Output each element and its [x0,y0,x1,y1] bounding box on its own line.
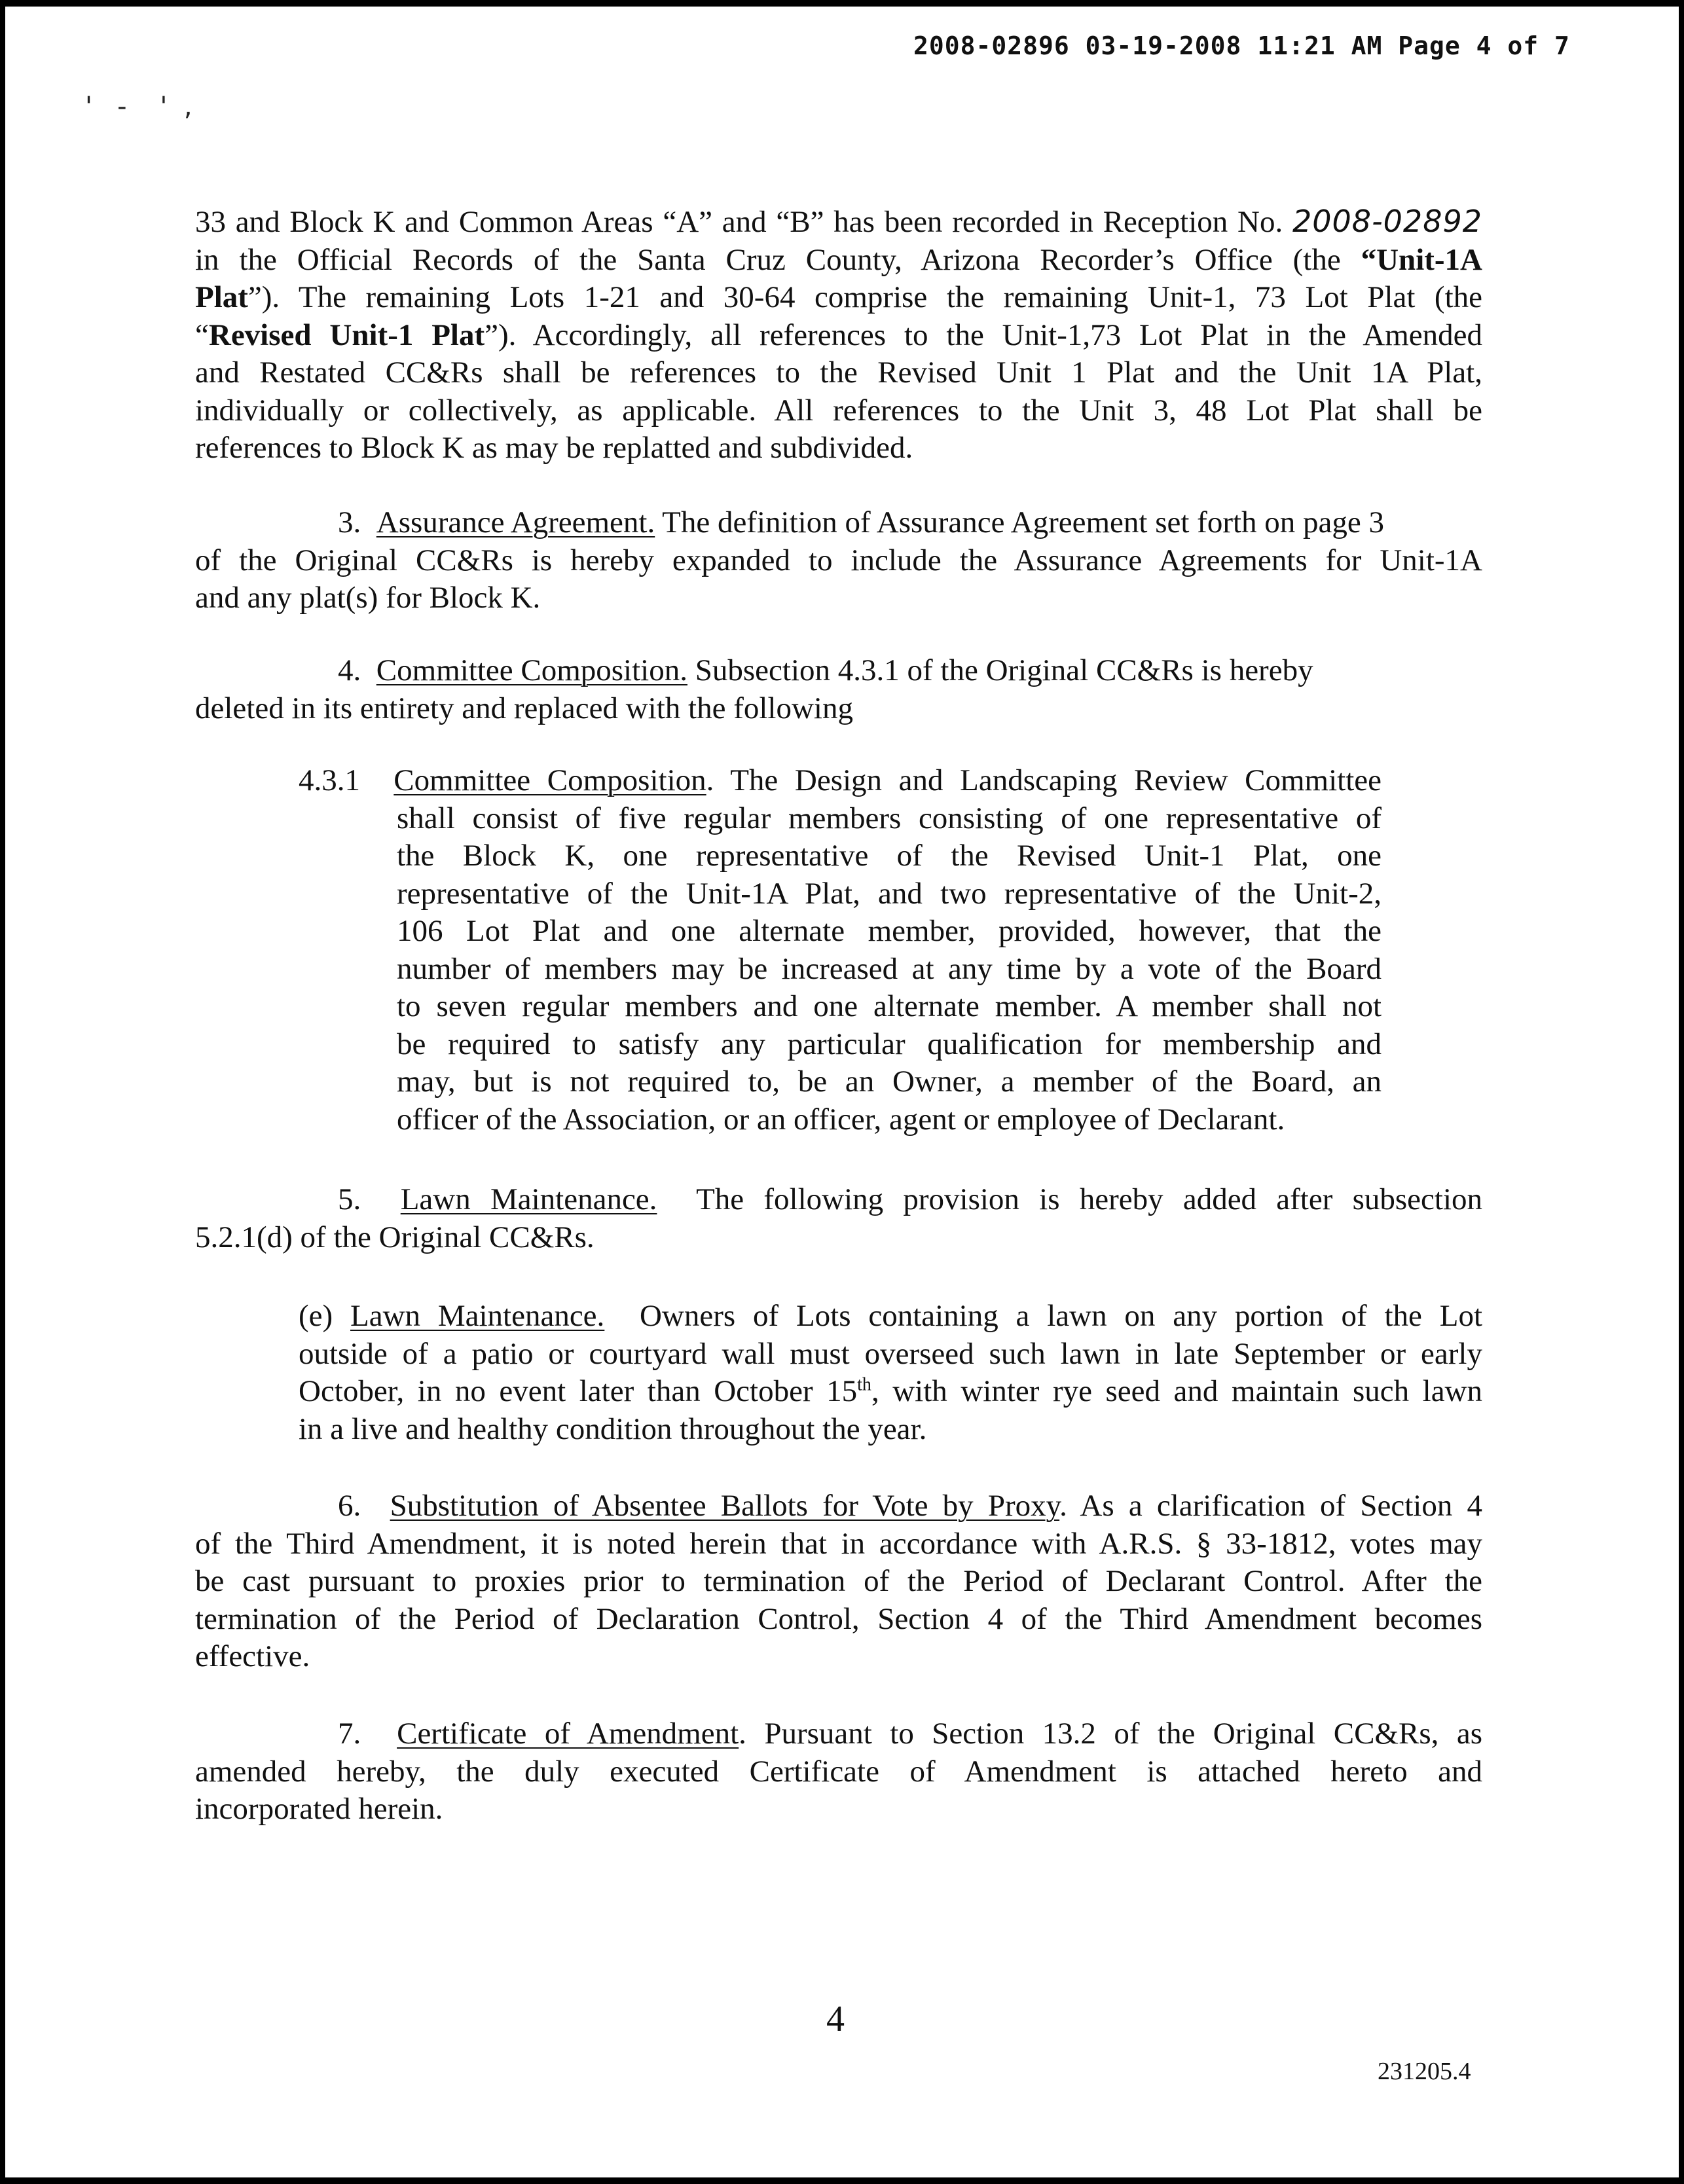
section-heading: Assurance Agreement. [376,505,655,539]
subsection-heading: Lawn Maintenance. [350,1299,605,1333]
text-line: 6. Substitution of Absentee Ballots for Vote by Proxy. As a clarification of Section 4 [338,1489,1483,1523]
subsection-e-lawn-maintenance [299,1298,1482,1448]
section-6-absentee-ballots [195,1487,1482,1676]
text-line: outside of a patio or courtyard wall must overseed such lawn in late September or early [299,1336,1482,1371]
text-line: Plat”). The remaining Lots 1-21 and 30-64 comprise the remaining Unit-1, 73 Lot Plat (the [195,280,1482,314]
text-line: the Block K, one representative of the Revised Unit-1 Plat, one [397,839,1382,873]
handwritten-reception-number: 2008-02892 [1292,204,1482,239]
text-line: and Restated CC&Rs shall be references to the Revised Unit 1 Plat and the Unit 1A Plat, [195,355,1482,390]
text-line: effective. [195,1639,310,1673]
text-line: be required to satisfy any particular qualification for membership and [397,1027,1382,1061]
subsection-4-3-1-body [397,800,1382,1139]
text-line: 3. Assurance Agreement. The definition of Assurance Agreement set forth on page 3 [338,505,1384,539]
text-line: 4.3.1 Committee Composition. The Design and Landscaping Review Committee [299,763,1382,797]
text-line: 5. Lawn Maintenance. The following provision is hereby added after subsection [338,1182,1483,1216]
section-5-lawn-maintenance [195,1181,1482,1256]
text-line: deleted in its entirety and replaced with the following [195,691,853,725]
section-heading: Lawn Maintenance. [400,1182,657,1216]
text-line: of the Original CC&Rs is hereby expanded to include the Assurance Agreements for Unit-1A [195,543,1482,577]
section-4-committee-composition [195,652,1482,727]
text-line: be cast pursuant to proxies prior to termination of the Period of Declarant Control. After the [195,1564,1482,1598]
section-2-continuation [195,203,1482,467]
text-line: “Revised Unit-1 Plat”). Accordingly, all references to the Unit-1,73 Lot Plat in the Amended [195,318,1483,352]
text-line: shall consist of five regular members consisting of one representative of [397,801,1382,835]
subsection-4-3-1 [299,762,1382,800]
section-heading: Committee Composition. [376,653,687,687]
text-line: number of members may be increased at any time by a vote of the Board [397,951,1382,986]
document-id: 231205.4 [1378,2058,1471,2085]
text-line: (e) Lawn Maintenance. Owners of Lots containing a lawn on any portion of the Lot [299,1299,1483,1333]
section-7-certificate-of-amendment [195,1715,1482,1829]
section-number: 7. [338,1717,361,1751]
section-number: 4. [338,653,361,687]
scan-stray-marks: ' - ' , [85,92,192,122]
subsection-label: (e) [299,1299,333,1333]
text-line: October, in no event later than October 15th, with winter rye seed and maintain such lawn [299,1374,1482,1408]
scan-border-bottom [0,2177,1684,2184]
text-line: to seven regular members and one alternate member. A member shall not [397,989,1382,1023]
text-line: 4. Committee Composition. Subsection 4.3.1 of the Original CC&Rs is hereby [338,653,1313,687]
section-number: 6. [338,1489,361,1523]
text-line: officer of the Association, or an officer, agent or employee of Declarant. [397,1102,1285,1137]
text-line: may, but is not required to, be an Owner, a member of the Board, an [397,1065,1382,1099]
scan-border-left [0,0,5,2184]
text-line: 5.2.1(d) of the Original CC&Rs. [195,1220,595,1254]
text-line: in the Official Records of the Santa Cruz County, Arizona Recorder’s Office (the “Unit-1A [195,242,1482,277]
text-line: 7. Certificate of Amendment. Pursuant to Section 13.2 of the Original CC&Rs, as [338,1717,1482,1751]
scan-border-right [1679,0,1684,2184]
text-line: termination of the Period of Declaration Control, Section 4 of the Third Amendment becomes [195,1601,1482,1636]
subsection-number: 4.3.1 [299,763,360,797]
text-line: 33 and Block K and Common Areas “A” and “B” has been recorded in Reception No. 2008-02892 [195,204,1482,239]
section-number: 3. [338,505,361,539]
text-line: amended hereby, the duly executed Certificate of Amendment is attached hereto and [195,1754,1482,1789]
section-heading: Certificate of Amendment [397,1717,739,1751]
page-number: 4 [826,1999,845,2039]
section-3-assurance-agreement [195,504,1482,617]
text-line: in a live and healthy condition throughout the year. [299,1411,927,1446]
subsection-heading: Committee Composition [394,763,706,797]
text-line: 106 Lot Plat and one alternate member, provided, however, that the [397,914,1382,948]
section-heading: Substitution of Absentee Ballots for Vote by Proxy [390,1489,1060,1523]
text-line: references to Block K as may be replatted and subdivided. [195,431,913,465]
text-line: and any plat(s) for Block K. [195,581,541,615]
text-line: individually or collectively, as applicable. All references to the Unit 3, 48 Lot Plat shall be [195,393,1482,428]
text-line: of the Third Amendment, it is noted herein that in accordance with A.R.S. § 33-1812, votes may [195,1526,1482,1561]
section-number: 5. [338,1182,361,1216]
scan-border-top [0,0,1684,7]
text-line: incorporated herein. [195,1792,443,1826]
recording-stamp: 2008-02896 03-19-2008 11:21 AM Page 4 of 7 [913,31,1570,60]
text-line: representative of the Unit-1A Plat, and two representative of the Unit-2, [397,876,1382,911]
